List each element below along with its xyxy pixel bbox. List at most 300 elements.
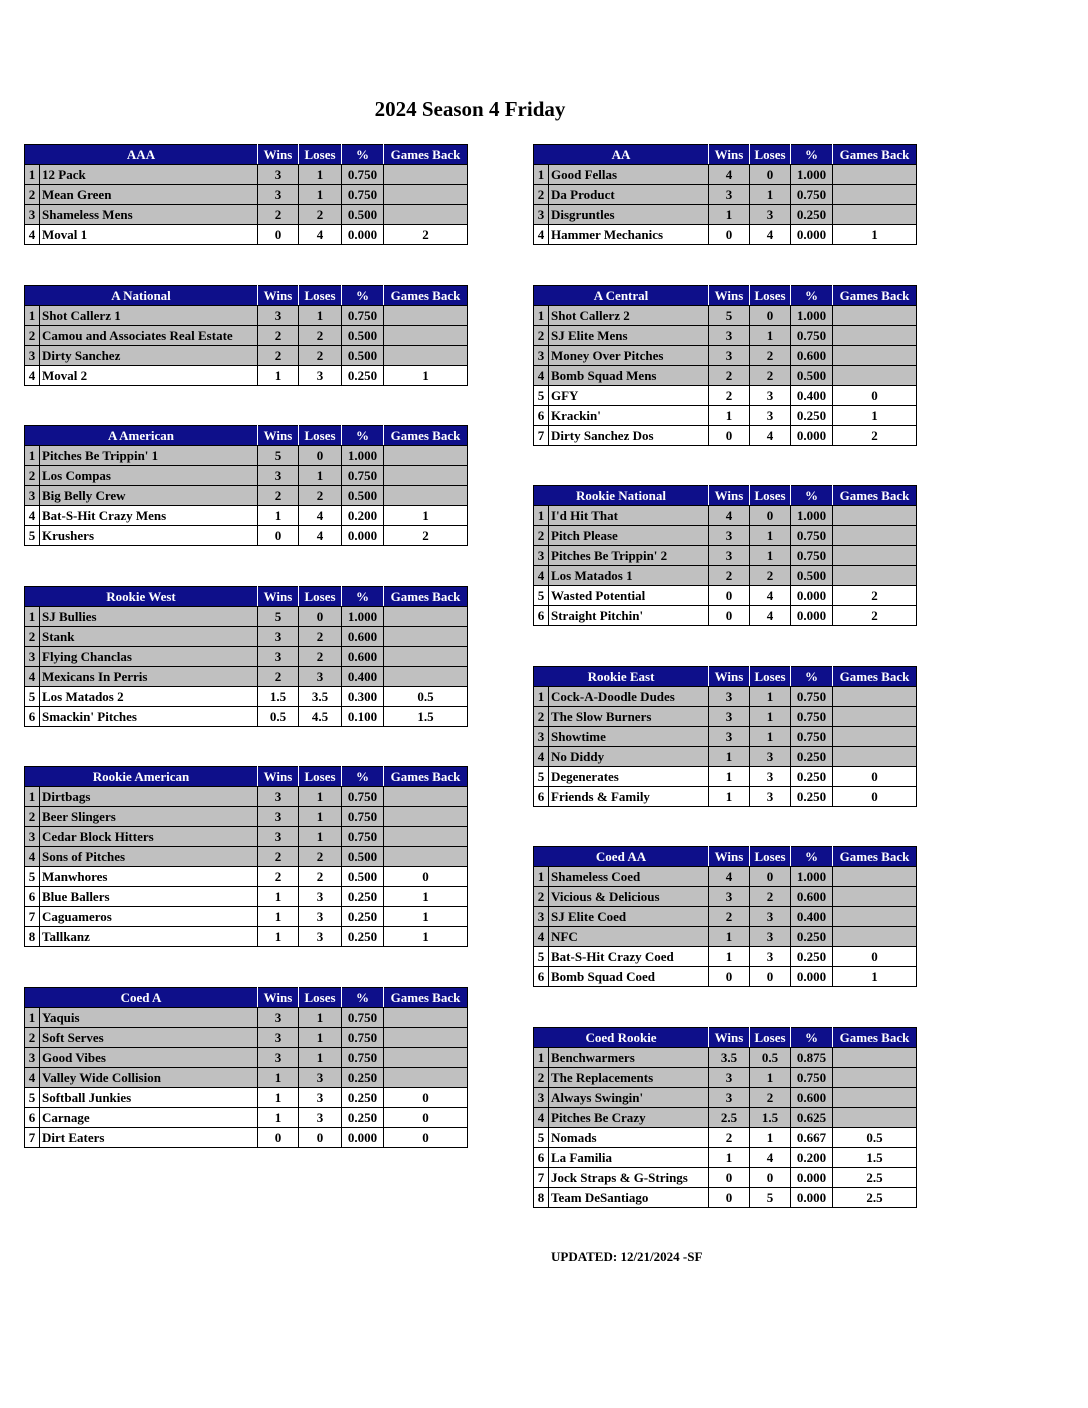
games-back-cell — [384, 165, 468, 185]
pct-cell: 0.500 — [791, 366, 833, 386]
team-name: Bat-S-Hit Crazy Mens — [40, 506, 258, 526]
table-row — [25, 1028, 468, 1048]
games-back-cell: 2.5 — [833, 1188, 917, 1208]
rank-cell: 5 — [25, 687, 40, 707]
wins-cell: 1 — [709, 947, 750, 967]
loses-cell: 2 — [750, 1088, 791, 1108]
table-row — [25, 346, 468, 366]
wins-cell: 0.5 — [258, 707, 299, 727]
table-row — [534, 907, 917, 927]
team-name: Blue Ballers — [40, 887, 258, 907]
wins-header: Wins — [258, 286, 299, 306]
rank-cell: 2 — [534, 887, 549, 907]
games-back-cell: 1 — [384, 506, 468, 526]
standings-table-coed-rookie — [533, 1027, 917, 1208]
team-name: Tallkanz — [40, 927, 258, 947]
pct-cell: 0.750 — [342, 827, 384, 847]
loses-cell: 0 — [750, 1168, 791, 1188]
games-back-cell — [833, 205, 917, 225]
pct-header: % — [342, 145, 384, 165]
pct-header: % — [791, 847, 833, 867]
table-row — [534, 787, 917, 807]
pct-cell: 0.500 — [342, 847, 384, 867]
team-name: Caguameros — [40, 907, 258, 927]
games-back-cell — [833, 927, 917, 947]
loses-cell: 0 — [299, 1128, 342, 1148]
wins-cell: 3 — [258, 165, 299, 185]
pct-cell: 0.750 — [342, 466, 384, 486]
team-name: Always Swingin' — [549, 1088, 709, 1108]
games-back-cell — [384, 326, 468, 346]
pct-cell: 0.600 — [342, 647, 384, 667]
loses-header: Loses — [299, 145, 342, 165]
header-row — [25, 767, 468, 787]
games-back-cell — [384, 1048, 468, 1068]
games-back-header: Games Back — [384, 587, 468, 607]
standings-table-a-central — [533, 285, 917, 446]
rank-cell: 4 — [534, 225, 549, 245]
wins-cell: 1.5 — [258, 687, 299, 707]
rank-cell: 7 — [534, 1168, 549, 1188]
table-row — [534, 205, 917, 225]
wins-cell: 2 — [258, 205, 299, 225]
games-back-header: Games Back — [833, 486, 917, 506]
pct-cell: 0.500 — [342, 326, 384, 346]
loses-cell: 2 — [299, 627, 342, 647]
games-back-cell — [833, 546, 917, 566]
team-name: Showtime — [549, 727, 709, 747]
rank-cell: 3 — [25, 486, 40, 506]
pct-cell: 0.250 — [791, 947, 833, 967]
division-name: Rookie National — [534, 486, 709, 506]
games-back-cell — [833, 366, 917, 386]
pct-cell: 0.750 — [791, 727, 833, 747]
loses-cell: 3 — [750, 386, 791, 406]
table-row — [534, 1048, 917, 1068]
pct-cell: 0.750 — [791, 1068, 833, 1088]
wins-cell: 3 — [709, 326, 750, 346]
table-row — [534, 606, 917, 626]
header-row — [534, 286, 917, 306]
games-back-cell: 1 — [833, 225, 917, 245]
loses-header: Loses — [299, 767, 342, 787]
loses-cell: 2 — [750, 566, 791, 586]
wins-cell: 2.5 — [709, 1108, 750, 1128]
loses-cell: 4 — [750, 426, 791, 446]
rank-cell: 1 — [534, 1048, 549, 1068]
wins-cell: 3 — [258, 185, 299, 205]
table-row — [25, 185, 468, 205]
header-row — [534, 667, 917, 687]
games-back-cell — [384, 787, 468, 807]
loses-header: Loses — [750, 286, 791, 306]
pct-header: % — [342, 587, 384, 607]
loses-cell: 3 — [750, 947, 791, 967]
page-title: 2024 Season 4 Friday — [374, 97, 566, 121]
table-row — [25, 927, 468, 947]
rank-cell: 6 — [534, 967, 549, 987]
wins-cell: 0 — [709, 1168, 750, 1188]
table-row — [534, 546, 917, 566]
pct-cell: 0.000 — [791, 1168, 833, 1188]
loses-cell: 3 — [750, 907, 791, 927]
wins-cell: 2 — [258, 346, 299, 366]
rank-cell: 6 — [25, 887, 40, 907]
table-row — [25, 1008, 468, 1028]
pct-header: % — [791, 1028, 833, 1048]
table-row — [25, 607, 468, 627]
games-back-cell: 1.5 — [833, 1148, 917, 1168]
loses-cell: 1 — [299, 807, 342, 827]
pct-cell: 0.100 — [342, 707, 384, 727]
rank-cell: 7 — [25, 907, 40, 927]
loses-cell: 1 — [750, 546, 791, 566]
wins-cell: 1 — [709, 787, 750, 807]
wins-cell: 3 — [258, 627, 299, 647]
wins-cell: 2 — [709, 907, 750, 927]
games-back-header: Games Back — [833, 667, 917, 687]
loses-cell: 0 — [750, 867, 791, 887]
pct-cell: 0.250 — [791, 787, 833, 807]
loses-cell: 2 — [299, 326, 342, 346]
loses-header: Loses — [750, 145, 791, 165]
loses-cell: 2 — [750, 887, 791, 907]
division-name: Coed Rookie — [534, 1028, 709, 1048]
loses-header: Loses — [299, 286, 342, 306]
games-back-cell — [384, 1028, 468, 1048]
rank-cell: 3 — [534, 546, 549, 566]
pct-header: % — [791, 486, 833, 506]
wins-cell: 1 — [258, 887, 299, 907]
games-back-header: Games Back — [384, 426, 468, 446]
games-back-cell: 0 — [384, 867, 468, 887]
pct-cell: 0.250 — [342, 366, 384, 386]
loses-cell: 3 — [299, 1108, 342, 1128]
loses-cell: 1 — [299, 1028, 342, 1048]
wins-cell: 1 — [258, 1108, 299, 1128]
pct-cell: 0.000 — [342, 526, 384, 546]
pct-cell: 0.600 — [791, 887, 833, 907]
table-row — [534, 526, 917, 546]
standings-table-aaa — [24, 144, 468, 245]
rank-cell: 1 — [534, 306, 549, 326]
team-name: Soft Serves — [40, 1028, 258, 1048]
table-row — [25, 667, 468, 687]
wins-cell: 1 — [258, 506, 299, 526]
games-back-header: Games Back — [384, 145, 468, 165]
rank-cell: 2 — [25, 627, 40, 647]
wins-cell: 3 — [709, 546, 750, 566]
team-name: Good Vibes — [40, 1048, 258, 1068]
wins-header: Wins — [258, 587, 299, 607]
wins-cell: 2 — [258, 867, 299, 887]
wins-cell: 3 — [258, 1048, 299, 1068]
rank-cell: 2 — [534, 1068, 549, 1088]
rank-cell: 4 — [25, 1068, 40, 1088]
pct-cell: 0.600 — [342, 627, 384, 647]
table-row — [25, 1108, 468, 1128]
loses-cell: 1 — [299, 1048, 342, 1068]
rank-cell: 4 — [534, 1108, 549, 1128]
team-name: Cock-A-Doodle Dudes — [549, 687, 709, 707]
division-name: AAA — [25, 145, 258, 165]
team-name: Camou and Associates Real Estate — [40, 326, 258, 346]
table-row — [534, 747, 917, 767]
loses-cell: 1 — [750, 1068, 791, 1088]
pct-header: % — [342, 286, 384, 306]
team-name: Bat-S-Hit Crazy Coed — [549, 947, 709, 967]
table-row — [25, 225, 468, 245]
table-row — [534, 225, 917, 245]
rank-cell: 5 — [534, 947, 549, 967]
loses-cell: 3 — [750, 787, 791, 807]
pct-cell: 0.750 — [791, 546, 833, 566]
loses-cell: 1 — [299, 787, 342, 807]
team-name: Pitches Be Trippin' 2 — [549, 546, 709, 566]
table-row — [534, 326, 917, 346]
loses-cell: 1 — [750, 707, 791, 727]
team-name: Pitches Be Trippin' 1 — [40, 446, 258, 466]
games-back-cell — [833, 747, 917, 767]
loses-cell: 4 — [750, 606, 791, 626]
table-row — [25, 627, 468, 647]
games-back-cell — [384, 205, 468, 225]
rank-cell: 7 — [25, 1128, 40, 1148]
games-back-cell: 0 — [384, 1128, 468, 1148]
division-name: A National — [25, 286, 258, 306]
pct-cell: 1.000 — [791, 165, 833, 185]
rank-cell: 4 — [534, 747, 549, 767]
rank-cell: 4 — [25, 667, 40, 687]
team-name: Shameless Mens — [40, 205, 258, 225]
team-name: Big Belly Crew — [40, 486, 258, 506]
team-name: Moval 2 — [40, 366, 258, 386]
pct-cell: 0.250 — [791, 747, 833, 767]
wins-cell: 2 — [258, 326, 299, 346]
games-back-cell: 0 — [384, 1088, 468, 1108]
wins-cell: 3 — [709, 1088, 750, 1108]
pct-cell: 0.750 — [342, 807, 384, 827]
games-back-cell: 0 — [833, 787, 917, 807]
table-row — [534, 727, 917, 747]
pct-header: % — [791, 286, 833, 306]
pct-cell: 0.250 — [342, 1088, 384, 1108]
pct-cell: 0.750 — [791, 185, 833, 205]
team-name: NFC — [549, 927, 709, 947]
division-name: AA — [534, 145, 709, 165]
loses-cell: 3 — [299, 927, 342, 947]
rank-cell: 2 — [534, 185, 549, 205]
wins-cell: 0 — [709, 586, 750, 606]
rank-cell: 1 — [25, 787, 40, 807]
rank-cell: 2 — [25, 185, 40, 205]
standings-table-rookie-national — [533, 485, 917, 626]
wins-cell: 3 — [258, 827, 299, 847]
loses-cell: 0 — [750, 306, 791, 326]
pct-cell: 0.500 — [791, 566, 833, 586]
games-back-cell — [833, 185, 917, 205]
wins-cell: 2 — [709, 366, 750, 386]
wins-cell: 1 — [709, 406, 750, 426]
team-name: Los Matados 1 — [549, 566, 709, 586]
loses-cell: 2 — [299, 205, 342, 225]
loses-header: Loses — [299, 426, 342, 446]
games-back-cell — [384, 847, 468, 867]
wins-cell: 1 — [258, 366, 299, 386]
table-row — [534, 386, 917, 406]
table-row — [25, 1128, 468, 1148]
wins-header: Wins — [258, 988, 299, 1008]
wins-cell: 3 — [709, 526, 750, 546]
pct-cell: 0.750 — [342, 787, 384, 807]
loses-cell: 1 — [299, 1008, 342, 1028]
games-back-cell — [384, 607, 468, 627]
loses-cell: 3 — [750, 205, 791, 225]
games-back-cell — [384, 346, 468, 366]
rank-cell: 5 — [534, 767, 549, 787]
games-back-cell — [833, 727, 917, 747]
wins-cell: 3 — [709, 707, 750, 727]
wins-cell: 0 — [709, 225, 750, 245]
games-back-cell: 0 — [833, 947, 917, 967]
games-back-cell — [384, 306, 468, 326]
loses-cell: 1 — [299, 466, 342, 486]
team-name: Manwhores — [40, 867, 258, 887]
team-name: Jock Straps & G-Strings — [549, 1168, 709, 1188]
wins-cell: 0 — [709, 1188, 750, 1208]
table-row — [25, 1048, 468, 1068]
rank-cell: 3 — [534, 727, 549, 747]
rank-cell: 4 — [534, 366, 549, 386]
table-row — [534, 1148, 917, 1168]
wins-cell: 1 — [258, 1088, 299, 1108]
table-row — [534, 1128, 917, 1148]
header-row — [534, 145, 917, 165]
table-row — [25, 887, 468, 907]
loses-cell: 2 — [299, 346, 342, 366]
pct-header: % — [342, 426, 384, 446]
team-name: Team DeSantiago — [549, 1188, 709, 1208]
games-back-cell — [384, 827, 468, 847]
rank-cell: 2 — [25, 466, 40, 486]
games-back-cell: 0 — [833, 386, 917, 406]
pct-cell: 0.600 — [791, 346, 833, 366]
loses-cell: 4 — [299, 225, 342, 245]
loses-cell: 3 — [750, 406, 791, 426]
standings-table-a-national — [24, 285, 468, 386]
rank-cell: 1 — [534, 867, 549, 887]
games-back-cell — [384, 466, 468, 486]
team-name: Dirtbags — [40, 787, 258, 807]
loses-cell: 2 — [299, 486, 342, 506]
header-row — [25, 587, 468, 607]
loses-cell: 1 — [299, 827, 342, 847]
team-name: Friends & Family — [549, 787, 709, 807]
wins-cell: 0 — [709, 967, 750, 987]
games-back-cell — [833, 687, 917, 707]
rank-cell: 6 — [534, 1148, 549, 1168]
team-name: Los Compas — [40, 466, 258, 486]
games-back-cell: 0.5 — [384, 687, 468, 707]
team-name: Shot Callerz 2 — [549, 306, 709, 326]
wins-cell: 1 — [258, 907, 299, 927]
team-name: Flying Chanclas — [40, 647, 258, 667]
pct-header: % — [791, 145, 833, 165]
pct-cell: 0.250 — [791, 767, 833, 787]
loses-cell: 0.5 — [750, 1048, 791, 1068]
pct-cell: 1.000 — [342, 446, 384, 466]
games-back-header: Games Back — [833, 286, 917, 306]
team-name: Money Over Pitches — [549, 346, 709, 366]
rank-cell: 6 — [534, 606, 549, 626]
pct-cell: 0.250 — [791, 205, 833, 225]
pct-cell: 0.750 — [342, 306, 384, 326]
pct-cell: 0.300 — [342, 687, 384, 707]
team-name: I'd Hit That — [549, 506, 709, 526]
table-row — [534, 967, 917, 987]
team-name: Shameless Coed — [549, 867, 709, 887]
header-row — [534, 1028, 917, 1048]
rank-cell: 1 — [25, 165, 40, 185]
team-name: Beer Slingers — [40, 807, 258, 827]
loses-cell: 2 — [750, 346, 791, 366]
table-row — [25, 847, 468, 867]
wins-cell: 3 — [709, 887, 750, 907]
standings-table-a-american — [24, 425, 468, 546]
standings-table-aa — [533, 144, 917, 245]
wins-cell: 2 — [709, 1128, 750, 1148]
table-row — [534, 947, 917, 967]
pct-cell: 0.000 — [342, 1128, 384, 1148]
team-name: Bomb Squad Coed — [549, 967, 709, 987]
rank-cell: 1 — [25, 1008, 40, 1028]
table-row — [534, 767, 917, 787]
pct-cell: 0.400 — [791, 386, 833, 406]
wins-cell: 3 — [258, 1008, 299, 1028]
team-name: The Slow Burners — [549, 707, 709, 727]
pct-cell: 0.000 — [791, 967, 833, 987]
rank-cell: 5 — [534, 386, 549, 406]
team-name: Good Fellas — [549, 165, 709, 185]
table-row — [534, 1088, 917, 1108]
table-row — [25, 326, 468, 346]
games-back-cell — [833, 306, 917, 326]
pct-cell: 0.750 — [342, 185, 384, 205]
rank-cell: 2 — [534, 707, 549, 727]
wins-cell: 2 — [258, 667, 299, 687]
team-name: Mean Green — [40, 185, 258, 205]
table-row — [534, 687, 917, 707]
pct-cell: 0.875 — [791, 1048, 833, 1068]
loses-cell: 3 — [750, 767, 791, 787]
team-name: Dirty Sanchez — [40, 346, 258, 366]
rank-cell: 4 — [534, 927, 549, 947]
pct-cell: 0.000 — [791, 1188, 833, 1208]
pct-cell: 0.667 — [791, 1128, 833, 1148]
division-name: Rookie West — [25, 587, 258, 607]
loses-cell: 3 — [299, 366, 342, 386]
table-row — [534, 1188, 917, 1208]
loses-cell: 3 — [299, 907, 342, 927]
standings-table-coed-a — [24, 987, 468, 1148]
division-name: A Central — [534, 286, 709, 306]
table-row — [534, 927, 917, 947]
team-name: Straight Pitchin' — [549, 606, 709, 626]
rank-cell: 2 — [534, 326, 549, 346]
loses-cell: 3 — [299, 1088, 342, 1108]
team-name: Smackin' Pitches — [40, 707, 258, 727]
games-back-cell: 1 — [384, 907, 468, 927]
